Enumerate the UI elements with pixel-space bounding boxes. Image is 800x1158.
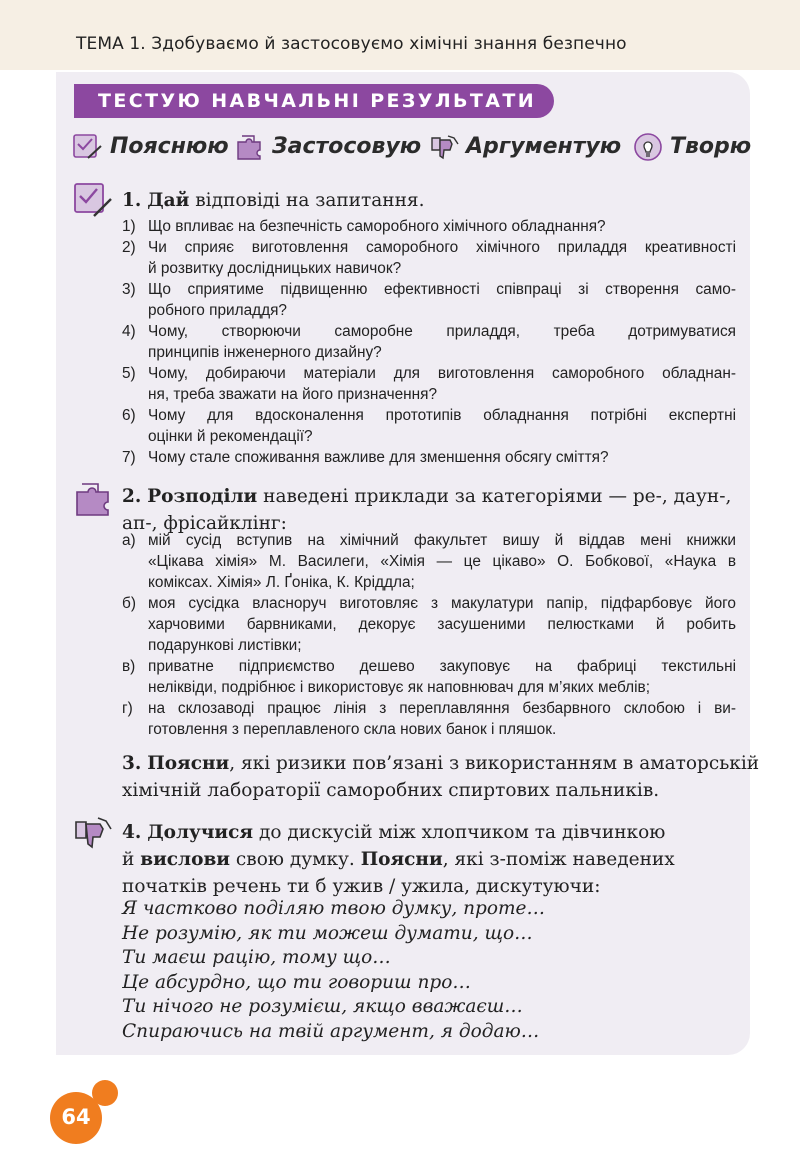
- item-line: на склозаводі працює лінія з переплавляння безбарвного склобою і ви-: [148, 700, 736, 717]
- item-number: 7): [122, 449, 136, 466]
- item-line: коміксах. Хімія» Л. Ґоніка, К. Кріддла;: [148, 574, 415, 591]
- question-4-heading: [122, 819, 736, 900]
- item-line: Що сприятиме підвищенню ефективності співпраці зі створення само-: [148, 281, 736, 298]
- list-item: [122, 237, 736, 279]
- list-item: [122, 321, 736, 363]
- legend-create: [632, 132, 752, 164]
- discussion-phrase: Я частково поділяю твою думку, проте…: [122, 898, 545, 919]
- list-item: [122, 656, 736, 698]
- item-line: Чому для вдосконалення прототипів обладнання потрібні експертні: [148, 407, 736, 424]
- question-text: й: [122, 849, 141, 870]
- thumbs-icon: [72, 812, 114, 852]
- question-verb: вислови: [140, 849, 231, 870]
- list-item: [122, 279, 736, 321]
- question-1-heading: [122, 187, 424, 214]
- item-number: 2): [122, 239, 136, 256]
- question-text: до дискусій між хлопчиком та дівчинкою: [253, 822, 666, 843]
- explain-icon: [72, 180, 114, 220]
- page-number-badge: [50, 1092, 102, 1144]
- legend-label: Творю: [670, 134, 752, 159]
- list-item: [122, 363, 736, 405]
- list-item: [122, 593, 736, 656]
- list-item: [122, 698, 736, 740]
- puzzle-icon: [234, 132, 266, 162]
- question-text: , які з-поміж наведених: [442, 849, 675, 870]
- item-line: принципів інженерного дизайну?: [148, 344, 382, 361]
- item-number: г): [122, 700, 133, 717]
- list-item: [122, 530, 736, 593]
- explain-icon: [72, 132, 104, 162]
- item-line: готовлення з переплавленого скла нових банок і пляшок.: [148, 721, 557, 738]
- question-text: свою думку.: [230, 849, 361, 870]
- item-line: оцінки й рекомендації?: [148, 428, 313, 445]
- thumbs-icon: [428, 132, 460, 162]
- item-line: харчовими барвниками, декорує засушеними пелюстками й робить: [148, 616, 736, 633]
- question-text: ап-, фрісайклінг:: [122, 513, 287, 534]
- item-number: 1): [122, 218, 136, 235]
- item-number: 5): [122, 365, 136, 382]
- item-number: а): [122, 532, 136, 549]
- question-verb: Долучися: [147, 822, 254, 843]
- item-line: Чому, створюючи саморобне приладдя, треба дотримуватися: [148, 323, 736, 340]
- list-item: [122, 216, 736, 237]
- legend-apply: [234, 132, 422, 164]
- discussion-phrase: Це абсурдно, що ти говориш про…: [122, 971, 471, 993]
- item-line: «Цікава хімія» М. Василеги, «Хімія — це цікаво» О. Бобкової, «Наука в: [148, 553, 736, 570]
- item-line: моя сусідка власноруч виготовляє з макулатури папір, підфарбовує його: [148, 595, 736, 612]
- list-item: [122, 447, 736, 468]
- question-verb: Дай: [147, 190, 190, 211]
- question-verb: Поясни: [360, 849, 443, 870]
- question-text: , які ризики пов’язані з використанням в аматорській: [229, 753, 760, 774]
- section-banner: [74, 84, 554, 118]
- question-number: 2.: [122, 486, 142, 507]
- banner-title: ТЕСТУЮ НАВЧАЛЬНІ РЕЗУЛЬТАТИ: [98, 90, 537, 112]
- item-line: ня, треба зважати на його призначення?: [148, 386, 438, 403]
- legend-label: Аргументую: [466, 134, 622, 159]
- item-number: в): [122, 658, 136, 675]
- item-line: мій сусід вступив на хімічний факультет вишу й віддав мені книжки: [148, 532, 736, 549]
- item-line: робного приладдя?: [148, 302, 287, 319]
- page-number: 64: [61, 1105, 91, 1129]
- question-number: 1.: [122, 190, 142, 211]
- item-number: 6): [122, 407, 136, 424]
- discussion-phrase: Не розумію, як ти можеш думати, що…: [122, 922, 533, 944]
- puzzle-icon: [72, 478, 114, 518]
- item-line: Чи сприяє виготовлення саморобного хімічного приладдя креативності: [148, 239, 736, 256]
- discussion-phrase: Спираючись на твій аргумент, я додаю…: [122, 1020, 540, 1042]
- question-3-heading: [122, 750, 759, 804]
- question-verb: Розподіли: [147, 486, 258, 507]
- legend-explain: [72, 132, 229, 164]
- item-number: б): [122, 595, 136, 612]
- legend-label: Застосовую: [272, 134, 422, 159]
- question-text: початків речень ти б ужив / ужила, дискутуючи:: [122, 876, 601, 897]
- discussion-phrase: Ти маєш рацію, тому що…: [122, 947, 391, 968]
- question-text: відповіді на запитання.: [189, 190, 425, 211]
- topic-title: ТЕМА 1. Здобуваємо й застосовуємо хімічні знання безпечно: [76, 34, 627, 54]
- legend-label: Пояснюю: [110, 134, 229, 159]
- lightbulb-icon: [632, 132, 664, 162]
- item-line: неліквіди, подрібнює і використовує як наповнювач для м’яких меблів;: [148, 679, 650, 696]
- item-line: Що впливає на безпечність саморобного хімічного обладнання?: [148, 218, 606, 235]
- legend-argue: [428, 132, 622, 164]
- question-text: наведені приклади за категоріями — ре-, даун-,: [257, 486, 732, 507]
- question-text: хімічній лабораторії саморобних спиртових пальників.: [122, 780, 660, 801]
- item-line: подарункові листівки;: [148, 637, 302, 654]
- question-2-heading: [122, 483, 731, 537]
- item-number: 3): [122, 281, 136, 298]
- item-line: Чому стале споживання важливе для зменшення обсягу сміття?: [148, 449, 609, 466]
- discussion-phrase: Ти нічого не розумієш, якщо вважаєш…: [122, 996, 523, 1017]
- item-line: Чому, добираючи матеріали для виготовлення саморобного обладнан-: [148, 365, 736, 382]
- item-line: й розвитку дослідницьких навичок?: [148, 260, 402, 277]
- question-number: 3.: [122, 753, 142, 774]
- question-verb: Поясни: [147, 753, 230, 774]
- list-item: [122, 405, 736, 447]
- item-number: 4): [122, 323, 136, 340]
- question-number: 4.: [122, 822, 142, 843]
- item-line: приватне підприємство дешево закуповує на фабриці текстильні: [148, 658, 736, 675]
